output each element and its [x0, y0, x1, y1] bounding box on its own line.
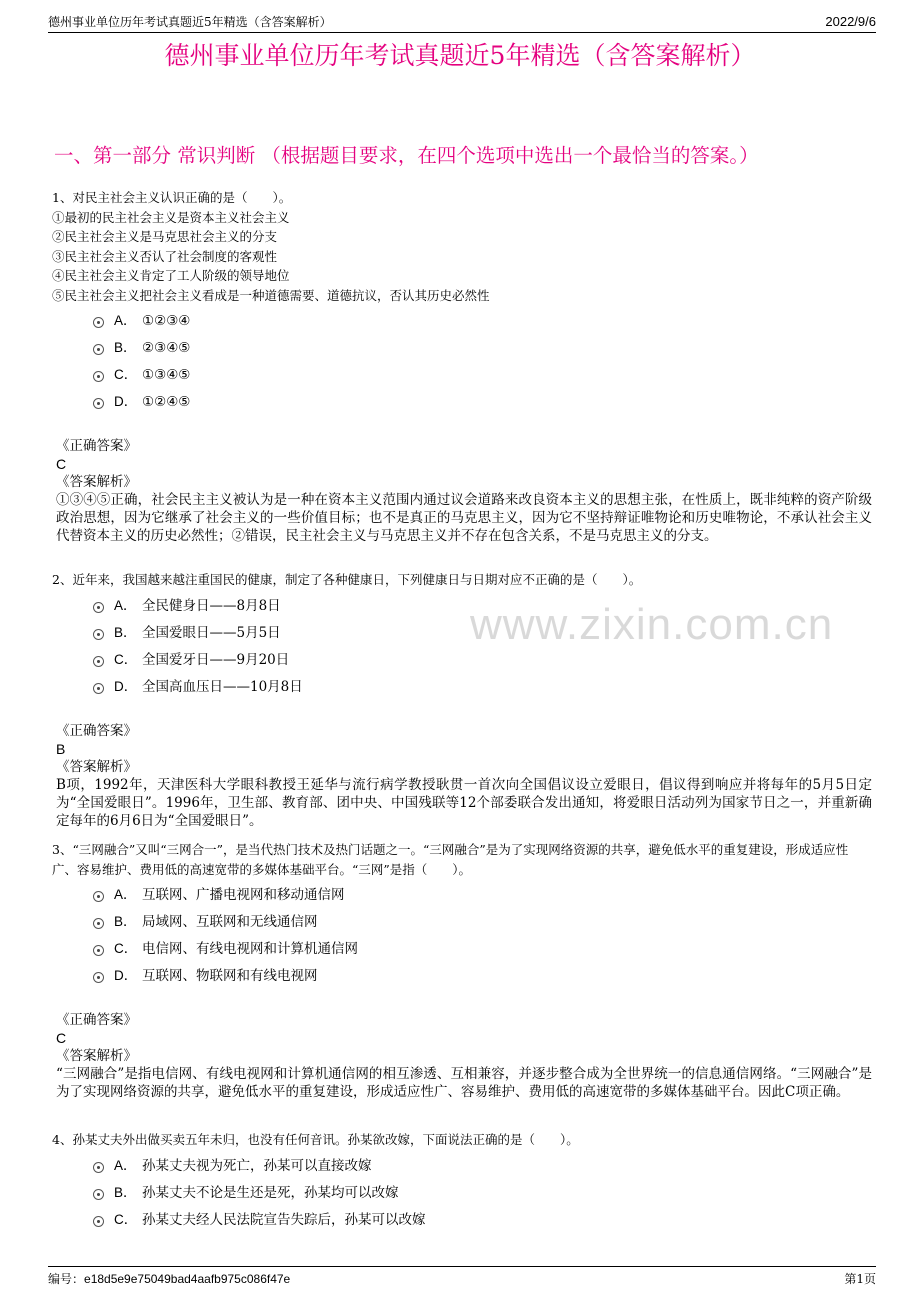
option-text: 电信网、有线电视网和计算机通信网	[142, 941, 358, 957]
option-text: 全国爱眼日——5月5日	[142, 624, 281, 641]
stem-line: ⑤民主社会主义把社会主义看成是一种道德需要、道德抗议，否认其历史必然性	[52, 287, 490, 303]
header-date: 2022/9/6	[825, 14, 876, 29]
answer-block	[56, 722, 872, 830]
option-c[interactable]	[92, 649, 872, 676]
option-list	[92, 310, 872, 418]
question-2	[52, 570, 872, 830]
correct-answer: C	[56, 1030, 67, 1046]
radio-icon[interactable]	[93, 1189, 104, 1200]
option-a[interactable]	[92, 595, 872, 622]
option-letter: B．	[114, 914, 137, 929]
answer-block	[56, 437, 872, 545]
option-letter: A．	[114, 313, 137, 328]
option-d[interactable]	[92, 965, 872, 992]
option-letter: B．	[114, 624, 137, 640]
option-text: 全民健身日——8月8日	[142, 597, 281, 614]
radio-icon[interactable]	[93, 656, 104, 667]
question-1	[52, 188, 872, 545]
question-stem	[52, 188, 872, 305]
radio-icon[interactable]	[93, 398, 104, 409]
option-text: ①②④⑤	[142, 394, 191, 410]
page-header	[48, 14, 876, 33]
option-text: ①③④⑤	[142, 367, 191, 383]
option-a[interactable]	[92, 884, 872, 911]
option-text: 局域网、互联网和无线通信网	[142, 914, 318, 930]
question-stem	[52, 840, 872, 879]
stem-line: ①最初的民主社会主义是资本主义社会主义	[52, 209, 290, 225]
analysis-label: 《答案解析》	[56, 758, 137, 775]
option-c[interactable]	[92, 364, 872, 391]
stem-line: ③民主社会主义否认了社会制度的客观性	[52, 248, 278, 264]
document-title: 德州事业单位历年考试真题近5年精选（含答案解析）	[164, 41, 756, 70]
stem-line: ④民主社会主义肯定了工人阶级的领导地位	[52, 268, 290, 283]
analysis-text: B项，1992年，天津医科大学眼科教授王延华与流行病学教授耿贯一首次向全国倡议设立爱眼日，倡议得到响应并将每年的5月5日定为“全国爱眼日”。1996年，卫生部、教育部、团中央、中国残联等12个部委联合发出通知，将爱眼日活动列为国家节日之一，并重新确定每年的6月6日为“全国爱眼日”。	[56, 776, 872, 829]
correct-answer-label: 《正确答案》	[56, 1012, 137, 1028]
document-code	[48, 1269, 290, 1289]
option-d[interactable]	[92, 676, 872, 703]
option-text: 全国爱牙日——9月20日	[142, 651, 290, 668]
question-stem	[52, 1130, 872, 1150]
correct-answer: B	[56, 740, 66, 757]
option-text: 孙某丈夫视为死亡，孙某可以直接改嫁	[142, 1157, 372, 1174]
stem-line: 1、对民主社会主义认识正确的是（ ）。	[52, 190, 292, 205]
option-letter: A．	[114, 597, 137, 613]
analysis-label: 《答案解析》	[56, 1048, 137, 1064]
option-list	[92, 884, 872, 992]
option-a[interactable]	[92, 310, 872, 337]
correct-answer: C	[56, 456, 67, 472]
option-letter: B．	[114, 340, 137, 355]
radio-icon[interactable]	[93, 891, 104, 902]
option-text: 互联网、物联网和有线电视网	[142, 968, 318, 984]
option-list	[92, 1155, 872, 1236]
option-letter: A．	[114, 887, 137, 902]
radio-icon[interactable]	[93, 371, 104, 382]
radio-icon[interactable]	[93, 1162, 104, 1173]
stem-line: 3、“三网融合”又叫“三网合一”，是当代热门技术及热门话题之一。“三网融合”是为了实现网络资源的共享，避免低水平的重复建设，形成适应性广、容易维护、费用低的高速宽带的多媒体基础平台。“三网”是指（ ）。	[52, 842, 849, 877]
option-list	[92, 595, 872, 703]
analysis-text: ①③④⑤正确，社会民主主义被认为是一种在资本主义范围内通过议会道路来改良资本主义的思想主张，在性质上，既非纯粹的资产阶级政治思想，因为它继承了社会主义的一些价值目标；也不是真正的马克思主义，因为它不坚持辩证唯物论和历史唯物论，不承认社会主义代替资本主义的历史必然性；②错误，民主社会主义与马克思主义并不存在包含关系，不是马克思主义的分支。	[56, 492, 872, 544]
radio-icon[interactable]	[93, 629, 104, 640]
question-stem	[52, 570, 872, 590]
question-3	[52, 840, 872, 1101]
answer-block	[56, 1011, 872, 1101]
option-text: 孙某丈夫不论是生还是死，孙某均可以改嫁	[142, 1184, 399, 1201]
stem-line: 4、孙某丈夫外出做买卖五年未归，也没有任何音讯。孙某欲改嫁，下面说法正确的是（ ）。	[52, 1132, 579, 1147]
analysis-text: “三网融合”是指电信网、有线电视网和计算机通信网的相互渗透、互相兼容，并逐步整合成为全世界统一的信息通信网络。“三网融合”是为了实现网络资源的共享，避免低水平的重复建设，形成适应性广、容易维护、费用低的高速宽带的多媒体基础平台。因此C项正确。	[56, 1066, 872, 1100]
code-label: 编号：	[48, 1272, 85, 1286]
option-c[interactable]	[92, 1209, 872, 1236]
option-b[interactable]	[92, 337, 872, 364]
page-number: 第1页	[844, 1272, 876, 1286]
correct-answer-label: 《正确答案》	[56, 722, 137, 739]
option-letter: B．	[114, 1184, 137, 1200]
option-text: ①②③④	[142, 313, 191, 329]
page-footer	[48, 1266, 876, 1289]
option-b[interactable]	[92, 622, 872, 649]
option-letter: A．	[114, 1157, 137, 1173]
radio-icon[interactable]	[93, 1216, 104, 1227]
option-text: 全国高血压日——10月8日	[142, 678, 303, 695]
stem-line: 2、近年来，我国越来越注重国民的健康，制定了各种健康日，下列健康日与日期对应不正确的是（ ）。	[52, 572, 642, 587]
correct-answer-label: 《正确答案》	[56, 438, 137, 454]
option-b[interactable]	[92, 1182, 872, 1209]
radio-icon[interactable]	[93, 317, 104, 328]
question-4	[52, 1130, 872, 1236]
watermark: www.zixin.com.cn	[470, 600, 834, 649]
option-text: 孙某丈夫经人民法院宣告失踪后，孙某可以改嫁	[142, 1211, 426, 1228]
option-letter: C．	[114, 651, 138, 667]
option-b[interactable]	[92, 911, 872, 938]
option-c[interactable]	[92, 938, 872, 965]
option-letter: C．	[114, 941, 138, 956]
analysis-label: 《答案解析》	[56, 474, 137, 490]
radio-icon[interactable]	[93, 918, 104, 929]
stem-line: ②民主社会主义是马克思社会主义的分支	[52, 229, 278, 244]
option-letter: C．	[114, 1211, 138, 1227]
option-letter: D．	[114, 678, 138, 694]
option-text: ②③④⑤	[142, 340, 191, 356]
radio-icon[interactable]	[93, 683, 104, 694]
section-heading: 一、第一部分 常识判断 （根据题目要求，在四个选项中选出一个最恰当的答案。）	[54, 144, 759, 167]
option-d[interactable]	[92, 391, 872, 418]
option-letter: C．	[114, 367, 138, 382]
radio-icon[interactable]	[93, 945, 104, 956]
radio-icon[interactable]	[93, 972, 104, 983]
radio-icon[interactable]	[93, 344, 104, 355]
radio-icon[interactable]	[93, 602, 104, 613]
option-letter: D．	[114, 394, 138, 409]
option-a[interactable]	[92, 1155, 872, 1182]
option-letter: D．	[114, 968, 138, 983]
header-doc-title: 德州事业单位历年考试真题近5年精选（含答案解析）	[48, 15, 332, 29]
code-value: e18d5e9e75049bad4aafb975c086f47e	[84, 1272, 291, 1286]
option-text: 互联网、广播电视网和移动通信网	[142, 887, 345, 903]
